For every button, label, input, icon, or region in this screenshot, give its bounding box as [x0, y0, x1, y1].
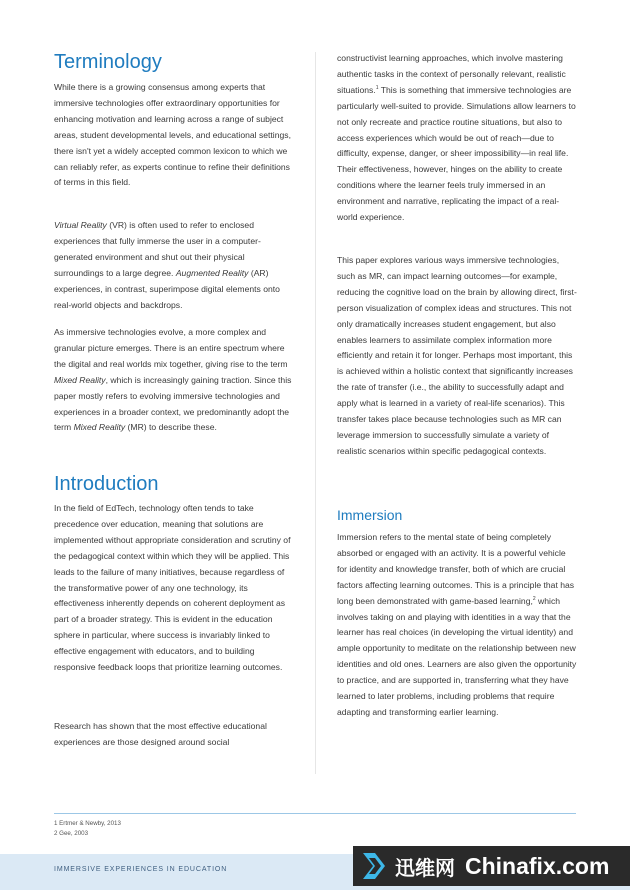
terminology-heading: Terminology [54, 51, 162, 73]
r-p1-text-2: This is something that immersive technologies are particularly well-suited to provide. Simulations allow learners to not only recreate and practice routine situations, but also to access experiences which would be out of reach—due to difficulty, expense, danger, or sheer impossibility—in real life. Their effectiveness, however, hinges on the ability to create conditions where the learner feels truly immersed in an environment and narrative, replicating the impact of a real-world experience. [337, 84, 576, 223]
introduction-paragraph-2: Research has shown that the most effective educational experiences are those designed around social [54, 721, 267, 747]
p2-text-1: (VR) is often used to refer to enclosed experiences that fully immerse the user in a computer-generated environment and shut out their physical surroundings to a large degree. [54, 220, 261, 278]
running-title: IMMERSIVE EXPERIENCES IN EDUCATION [54, 866, 228, 873]
watermark-logo [353, 846, 630, 886]
footnote-1: 1 Ertmer & Newby, 2013 [54, 820, 121, 827]
vr-term: Virtual Reality [54, 220, 107, 230]
r-p1-text-1: constructivist learning approaches, which involve mastering authentic tasks in the context of personally relevant, realistic situations. [337, 53, 566, 95]
logo-chinese-text: 迅维网 [395, 855, 455, 880]
introduction-paragraph-1: In the field of EdTech, technology often tends to take precedence over education, meaning that solutions are implemented without appropriate consideration and scrutiny of the pedagogical context within which they will be applied. This leads to the failure of many initiatives, because regardless of the transformative power of any one technology, its effectiveness inherently depends on coherent deployment as part of a broader strategy. This is evident in the education sphere in particular, where success is invariably linked to effective engagement with educators, and to building responsive feedback loops that prioritize learning outcomes. [54, 503, 291, 673]
r-p3-text-1: Immersion refers to the mental state of being completely absorbed or engaged with an activity. It is a powerful vehicle for identity and knowledge transfer, both of which are crucial factors affecting learning outcomes. This is a principle that has long been demonstrated with game-based learning, [337, 532, 575, 606]
chevron-logo-icon [359, 849, 393, 883]
introduction-heading: Introduction [54, 473, 159, 495]
right-paragraph-1 [337, 51, 577, 226]
ar-term: Augmented Reality [175, 267, 249, 278]
immersion-heading: Immersion [337, 507, 403, 523]
terminology-paragraph-2 [54, 218, 294, 313]
p3-text-3: (MR) to describe these. [125, 422, 217, 433]
p3-text-1: As immersive technologies evolve, a more complex and granular picture emerges. There is an entire spectrum where the digital and real worlds mix together, giving rise to the term [54, 327, 288, 369]
footnote-ref-2: 2 [532, 595, 536, 602]
p3-text-2: , which is increasingly gaining traction. Since this paper mostly refers to evolving immersive technologies and experiences in a broader context, we predominantly adopt the term [54, 374, 292, 433]
p2-text-2: (AR) experiences, in contrast, superimpose digital elements onto real-world objects and backdrops. [54, 267, 280, 310]
logo-english-text: Chinafix.com [465, 852, 610, 879]
footnote-ref-1: 1 [375, 84, 379, 91]
footnote-2: 2 Gee, 2003 [54, 830, 89, 837]
immersion-paragraph [337, 530, 577, 721]
mr-term-2: Mixed Reality [73, 422, 126, 433]
column-divider [315, 52, 316, 774]
terminology-paragraph-3 [54, 325, 294, 436]
right-paragraph-2: This paper explores various ways immersive technologies, such as MR, can impact learning outcomes—for example, reducing the cognitive load on the brain by allowing direct, first-person visualization of complex ideas and structures. This not only dramatically increases student engagement, but also enables learners to assimilate complex information more efficiently and retain it for longer. Perhaps most important, this is achieved within a holistic context that significantly increases the rate of transfer (i.e., the ability to successfully adapt and apply what is learned in a variety of real-life scenarios). This transfer takes place because technologies such as MR can leverage immersion to successfully simulate a variety of realistic scenarios within specific pedagogical contexts. [337, 255, 577, 456]
mr-term: Mixed Reality [54, 374, 106, 385]
terminology-paragraph-1: While there is a growing consensus among experts that immersive technologies offer extraordinary opportunities for enhancing motivation and learning across a range of subject areas, student developmental levels, and educational settings, there isn't yet a widely accepted common lexicon to which we can reliably refer, as experts continue to refine their definitions of terms in this field. [54, 82, 291, 188]
r-p3-text-2: which involves taking on and playing with identities in a way that the learner has real choices (in developing the virtual identity) and ample opportunity to meditate on the relationship between new identities and old ones. Learners are also given the opportunity to practice, and are supported in, transferring what they have learned to later problems, including problems that require adapting and transforming earlier learning. [337, 595, 577, 717]
footnote-rule [54, 813, 576, 814]
